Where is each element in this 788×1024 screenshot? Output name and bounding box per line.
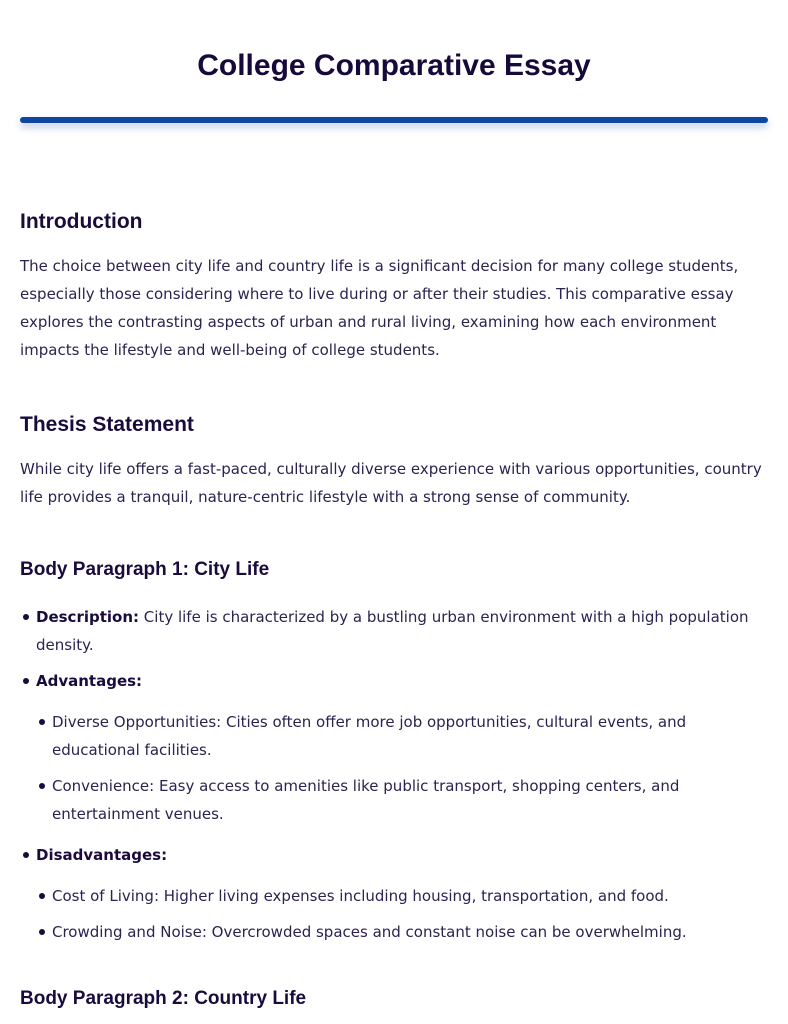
description-text: City life is characterized by a bustling urban environment with a high population density. — [36, 608, 749, 654]
advantages-label: Advantages: — [36, 672, 143, 690]
body-paragraph-1-heading: Body Paragraph 1: City Life — [20, 559, 270, 580]
page-title: College Comparative Essay — [197, 49, 591, 82]
introduction-heading: Introduction — [20, 210, 143, 233]
title-divider — [20, 117, 768, 123]
advantage-item: Diverse Opportunities: Cities often offer more job opportunities, cultural events, and educational facilities. — [52, 708, 712, 764]
thesis-paragraph: While city life offers a fast-paced, culturally diverse experience with various opportunities, country life provides a tranquil, nature-centric lifestyle with a strong sense of community. — [20, 460, 762, 506]
disadvantages-item — [36, 841, 756, 946]
disadvantages-label: Disadvantages: — [36, 846, 168, 864]
advantages-list — [52, 708, 712, 828]
disadvantages-list — [52, 882, 712, 946]
advantages-item — [36, 667, 756, 828]
introduction-paragraph: The choice between city life and country life is a significant decision for many college students, especially those considering where to live during or after their studies. This comparative essay explores the contrasting aspects of urban and rural living, examining how each environment impacts the lifestyle and well-being of college students. — [20, 257, 739, 359]
thesis-heading: Thesis Statement — [20, 413, 194, 436]
disadvantage-item: Crowding and Noise: Overcrowded spaces and constant noise can be overwhelming. — [52, 918, 712, 946]
city-life-list — [36, 603, 756, 959]
disadvantage-item: Cost of Living: Higher living expenses including housing, transportation, and food. — [52, 882, 712, 910]
description-label: Description: — [36, 608, 140, 626]
description-item — [36, 603, 756, 659]
body-paragraph-2-heading: Body Paragraph 2: Country Life — [20, 988, 307, 1009]
advantage-item: Convenience: Easy access to amenities like public transport, shopping centers, and entertainment venues. — [52, 772, 712, 828]
